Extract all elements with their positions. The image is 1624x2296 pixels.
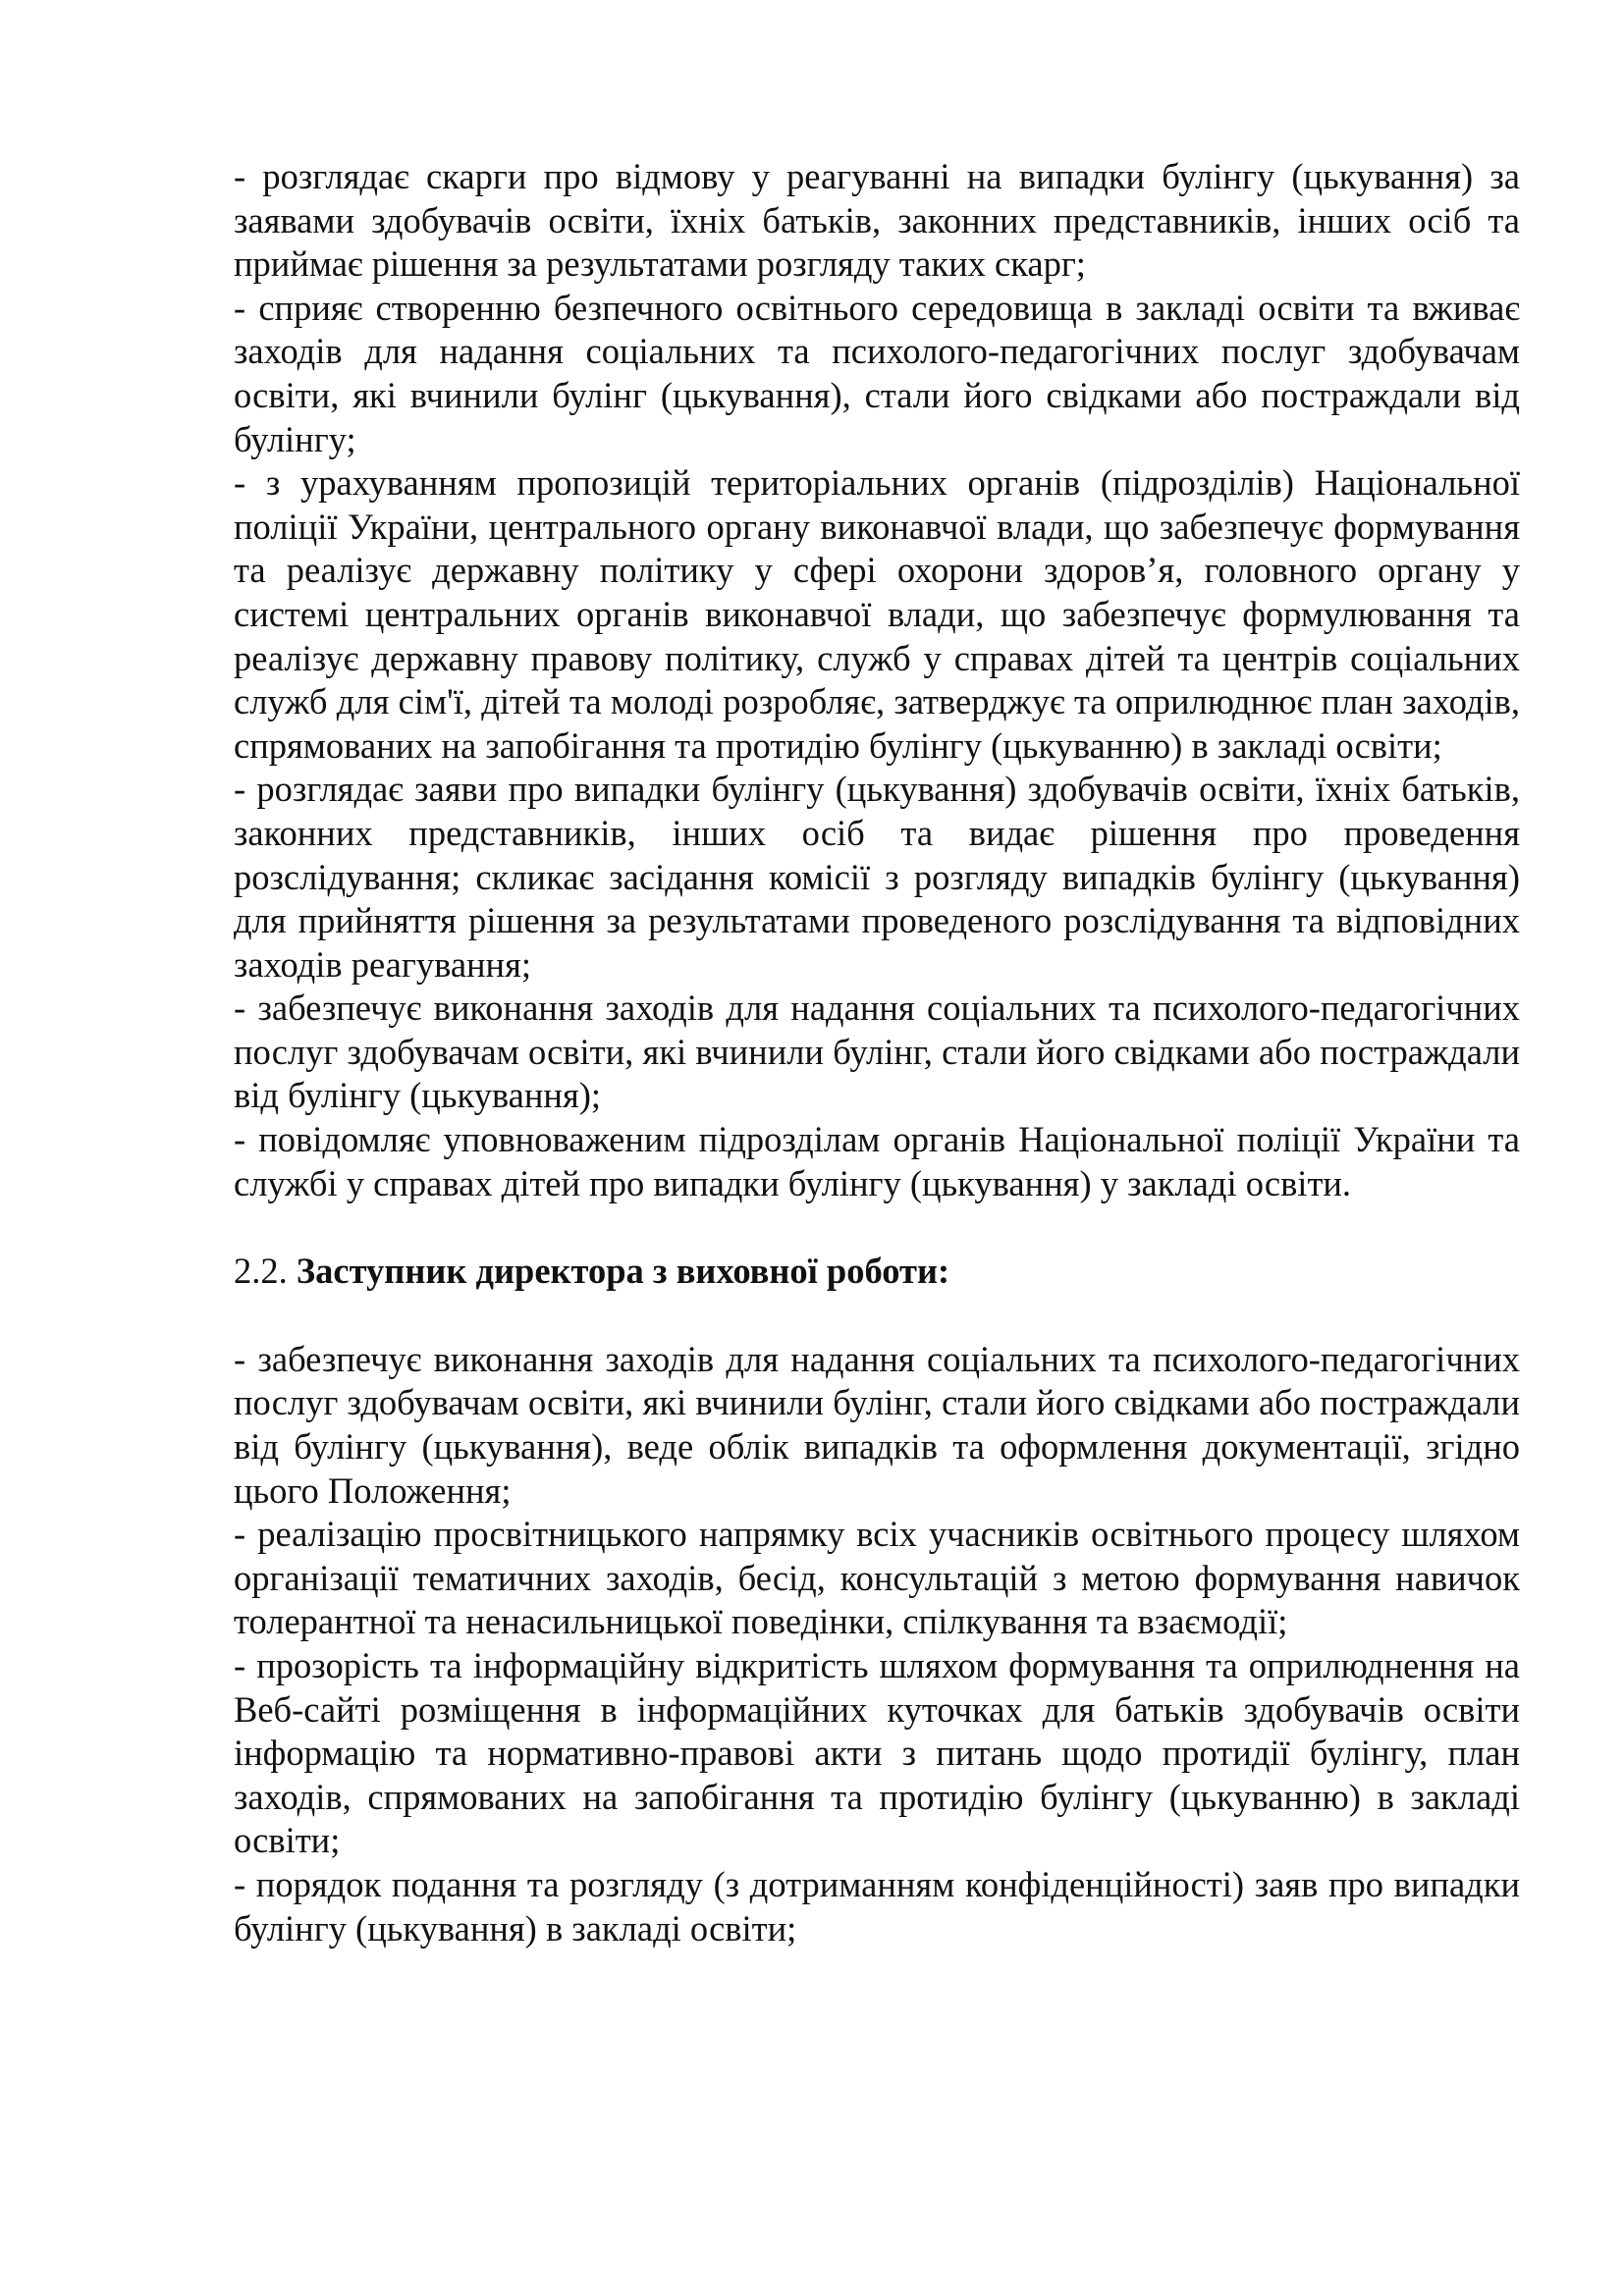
section-spacer	[234, 1294, 1520, 1338]
section-number: 2.2.	[234, 1251, 288, 1292]
list-item: - порядок подання та розгляду (з дотриманням конфіденційності) заяв про випадки булінгу (цькування) в закладі освіти;	[234, 1863, 1520, 1949]
list-item: - розглядає скарги про відмову у реагуванні на випадки булінгу (цькування) за заявами здобувачів освіти, їхніх батьків, законних представників, інших осіб та приймає рішення за результатами розгляду таких скарг;	[234, 156, 1520, 285]
section-spacer	[234, 1205, 1520, 1250]
section-heading	[234, 1250, 1520, 1294]
list-item: - розглядає заяви про випадки булінгу (цькування) здобувачів освіти, їхніх батьків, законних представників, інших осіб та видає рішення про проведення розслідування; скликає засідання комісії з розгляду випадків булінгу (цькування) для прийняття рішення за результатами проведеного розслідування та відповідних заходів реагування;	[234, 769, 1520, 985]
section-title: Заступник директора з виховної роботи:	[296, 1251, 950, 1292]
document-body	[234, 155, 1520, 1950]
list-item: - забезпечує виконання заходів для надання соціальних та психолого-педагогічних послуг здобувачам освіти, які вчинили булінг, стали його свідками або постраждали від булінгу (цькування), веде облік випадків та оформлення документації, згідно цього Положення;	[234, 1338, 1520, 1511]
list-item: - прозорість та інформаційну відкритість шляхом формування та оприлюднення на Веб-сайті розміщення в інформаційних куточках для батьків здобувачів освіти інформацію та нормативно-правові акти з питань щодо протидії булінгу, план заходів, спрямованих на запобігання та протидію булінгу (цькуванню) в закладі освіти;	[234, 1645, 1520, 1861]
list-item: - з урахуванням пропозицій територіальних органів (підрозділів) Національної поліції України, центрального органу виконавчої влади, що забезпечує формування та реалізує державну політику у сфері охорони здоров’я, головного органу у системі центральних органів виконавчої влади, що забезпечує формулювання та реалізує державну правову політику, служб у справах дітей та центрів соціальних служб для сім'ї, дітей та молоді розробляє, затверджує та оприлюднює план заходів, спрямованих на запобігання та протидію булінгу (цькуванню) в закладі освіти;	[234, 462, 1520, 766]
list-item: - реалізацію просвітницького напрямку всіх учасників освітнього процесу шляхом організації тематичних заходів, бесід, консультацій з метою формування навичок толерантної та ненасильницької поведінки, спілкування та взаємодії;	[234, 1514, 1520, 1642]
list-item: - повідомляє уповноваженим підрозділам органів Національної поліції України та службі у справах дітей про випадки булінгу (цькування) у закладі освіти.	[234, 1119, 1520, 1203]
list-item: - сприяє створенню безпечного освітнього середовища в закладі освіти та вживає заходів для надання соціальних та психолого-педагогічних послуг здобувачам освіти, які вчинили булінг (цькування), стали його свідками або постраждали від булінгу;	[234, 287, 1520, 459]
list-item: - забезпечує виконання заходів для надання соціальних та психолого-педагогічних послуг здобувачам освіти, які вчинили булінг, стали його свідками або постраждали від булінгу (цькування);	[234, 988, 1520, 1116]
